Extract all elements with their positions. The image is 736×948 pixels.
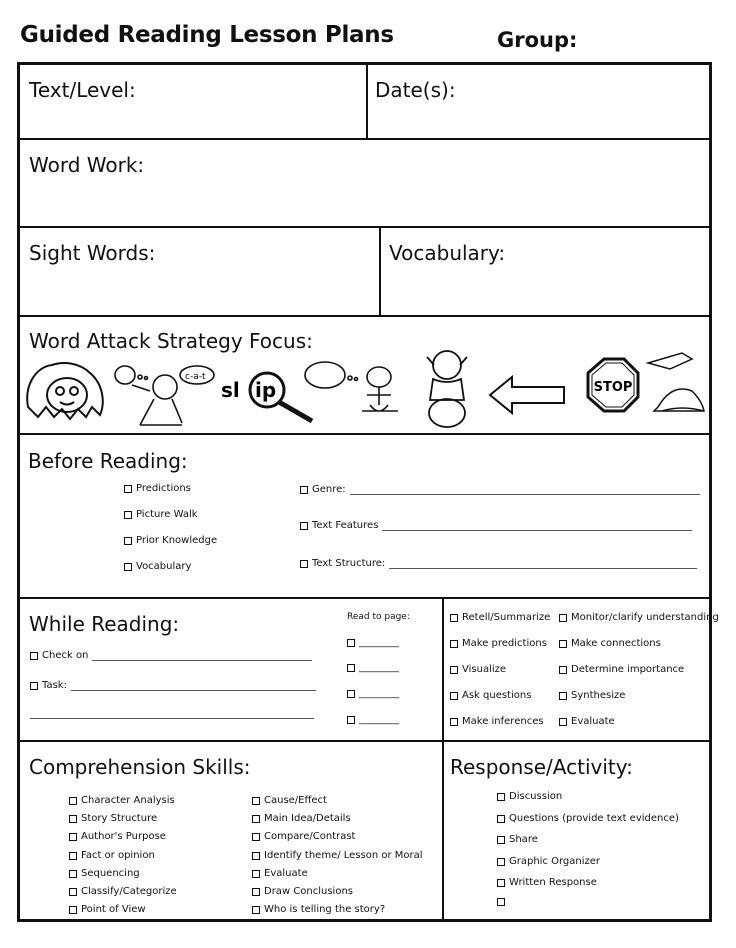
- checkbox[interactable]: [497, 879, 505, 887]
- skill-item[interactable]: Identify theme/ Lesson or Moral: [252, 850, 423, 861]
- page-blank[interactable]: ________: [347, 662, 399, 673]
- word-attack-label: Word Attack Strategy Focus:: [29, 329, 313, 353]
- checkbox[interactable]: [252, 888, 260, 896]
- checklist-item[interactable]: Prior Knowledge: [124, 535, 217, 546]
- response-item[interactable]: [497, 898, 509, 906]
- write-line[interactable]: [71, 681, 316, 691]
- checkbox[interactable]: [347, 639, 355, 647]
- task-field[interactable]: Task:: [30, 680, 316, 691]
- text-structure-field[interactable]: Text Structure:: [300, 558, 697, 569]
- divider: [20, 740, 709, 742]
- skill-item[interactable]: Main Idea/Details: [252, 813, 351, 824]
- strategy-item[interactable]: Make connections: [559, 638, 661, 649]
- vocabulary-label: Vocabulary:: [389, 241, 506, 265]
- word-work-label: Word Work:: [29, 153, 145, 177]
- stop-sign-text: STOP: [593, 380, 633, 395]
- page-blank[interactable]: ________: [347, 714, 399, 725]
- checkbox[interactable]: [300, 560, 308, 568]
- checkbox[interactable]: [69, 852, 77, 860]
- response-item[interactable]: Questions (provide text evidence): [497, 813, 679, 824]
- divider: [20, 138, 709, 140]
- checkbox[interactable]: [69, 797, 77, 805]
- thinking-boy-icon: [305, 362, 398, 411]
- skill-item[interactable]: Classify/Categorize: [69, 886, 177, 897]
- page-title: Guided Reading Lesson Plans: [20, 22, 394, 48]
- divider: [442, 597, 444, 919]
- write-line[interactable]: [92, 651, 312, 661]
- checkbox[interactable]: [252, 870, 260, 878]
- response-item[interactable]: Discussion: [497, 791, 562, 802]
- strategy-item[interactable]: Make predictions: [450, 638, 547, 649]
- strategy-item[interactable]: Monitor/clarify understanding: [559, 612, 719, 623]
- flip-hat-icon: [648, 353, 704, 411]
- checkbox[interactable]: [124, 563, 132, 571]
- checkbox[interactable]: [69, 906, 77, 914]
- checkbox[interactable]: [497, 793, 505, 801]
- slip-ip-text: ip: [255, 378, 277, 402]
- checkbox[interactable]: [252, 815, 260, 823]
- checkbox[interactable]: [450, 640, 458, 648]
- before-reading-label: Before Reading:: [28, 449, 188, 473]
- response-label: Response/Activity:: [450, 755, 633, 779]
- dates-label: Date(s):: [375, 78, 456, 102]
- checklist-item[interactable]: Picture Walk: [124, 509, 198, 520]
- checkbox[interactable]: [559, 692, 567, 700]
- write-line[interactable]: [30, 718, 314, 719]
- checkbox[interactable]: [497, 858, 505, 866]
- eagle-eye-icon: [27, 363, 103, 419]
- strategy-item[interactable]: Visualize: [450, 664, 506, 675]
- skill-item[interactable]: Sequencing: [69, 868, 140, 879]
- checkbox[interactable]: [559, 614, 567, 622]
- checkbox[interactable]: [450, 718, 458, 726]
- checkbox[interactable]: [124, 485, 132, 493]
- strategy-item[interactable]: Determine importance: [559, 664, 684, 675]
- checkbox[interactable]: [252, 852, 260, 860]
- divider: [379, 226, 381, 316]
- checkbox[interactable]: [300, 522, 308, 530]
- checkbox[interactable]: [69, 815, 77, 823]
- checkbox[interactable]: [124, 511, 132, 519]
- page-blank[interactable]: ________: [347, 637, 399, 648]
- skill-item[interactable]: Author's Purpose: [69, 831, 166, 842]
- skill-item[interactable]: Point of View: [69, 904, 146, 915]
- comprehension-label: Comprehension Skills:: [29, 755, 251, 779]
- skill-item[interactable]: Story Structure: [69, 813, 157, 824]
- strategy-item[interactable]: Retell/Summarize: [450, 612, 550, 623]
- divider: [366, 65, 368, 139]
- write-line[interactable]: [382, 521, 692, 531]
- strategy-item[interactable]: Evaluate: [559, 716, 615, 727]
- read-to-page-label: Read to page:: [347, 612, 410, 622]
- skill-item[interactable]: Fact or opinion: [69, 850, 155, 861]
- divider: [20, 597, 709, 599]
- checkbox[interactable]: [497, 836, 505, 844]
- skill-item[interactable]: Draw Conclusions: [252, 886, 353, 897]
- checkbox[interactable]: [450, 692, 458, 700]
- divider: [20, 226, 709, 228]
- while-reading-label: While Reading:: [29, 612, 180, 636]
- checkbox[interactable]: [69, 870, 77, 878]
- checkbox[interactable]: [252, 797, 260, 805]
- checkbox[interactable]: [124, 537, 132, 545]
- checkbox[interactable]: [300, 486, 308, 494]
- checkbox[interactable]: [450, 614, 458, 622]
- checkbox[interactable]: [347, 664, 355, 672]
- divider: [20, 315, 709, 317]
- checkbox[interactable]: [69, 833, 77, 841]
- checkbox[interactable]: [559, 640, 567, 648]
- checklist-item[interactable]: Predictions: [124, 483, 191, 494]
- write-line[interactable]: [389, 559, 697, 569]
- checkbox[interactable]: [252, 906, 260, 914]
- skill-item[interactable]: Compare/Contrast: [252, 831, 355, 842]
- text-level-label: Text/Level:: [29, 78, 136, 102]
- strategy-illustrations: [22, 345, 712, 430]
- checklist-item[interactable]: Vocabulary: [124, 561, 191, 572]
- left-arrow-icon: [490, 377, 564, 413]
- sight-words-label: Sight Words:: [29, 241, 156, 265]
- skill-item[interactable]: Who is telling the story?: [252, 904, 385, 915]
- strategy-item[interactable]: Synthesize: [559, 690, 625, 701]
- checkbox[interactable]: [69, 888, 77, 896]
- response-item[interactable]: Share: [497, 834, 538, 845]
- checkbox[interactable]: [497, 898, 505, 906]
- checkbox[interactable]: [252, 833, 260, 841]
- strategy-item[interactable]: Make inferences: [450, 716, 544, 727]
- group-label: Group:: [497, 28, 578, 52]
- text-features-field[interactable]: Text Features: [300, 520, 692, 531]
- girl-icon: [427, 351, 467, 427]
- divider: [20, 433, 709, 435]
- skill-item[interactable]: Character Analysis: [69, 795, 175, 806]
- skill-item[interactable]: Cause/Effect: [252, 795, 327, 806]
- checkbox[interactable]: [497, 815, 505, 823]
- page-blank[interactable]: ________: [347, 688, 399, 699]
- response-item[interactable]: Graphic Organizer: [497, 856, 600, 867]
- strategy-item[interactable]: Ask questions: [450, 690, 531, 701]
- slip-sl-text: sl: [221, 378, 240, 402]
- check-on-field[interactable]: Check on: [30, 650, 312, 661]
- checkbox[interactable]: [450, 666, 458, 674]
- cat-bubble-text: c-a-t: [185, 372, 206, 382]
- response-item[interactable]: Written Response: [497, 877, 597, 888]
- write-line[interactable]: [350, 485, 700, 495]
- skill-item[interactable]: Evaluate: [252, 868, 308, 879]
- checkbox[interactable]: [559, 666, 567, 674]
- checkbox[interactable]: [347, 690, 355, 698]
- genre-field[interactable]: Genre:: [300, 484, 700, 495]
- checkbox[interactable]: [30, 652, 38, 660]
- checkbox[interactable]: [30, 682, 38, 690]
- checkbox[interactable]: [347, 716, 355, 724]
- checkbox[interactable]: [559, 718, 567, 726]
